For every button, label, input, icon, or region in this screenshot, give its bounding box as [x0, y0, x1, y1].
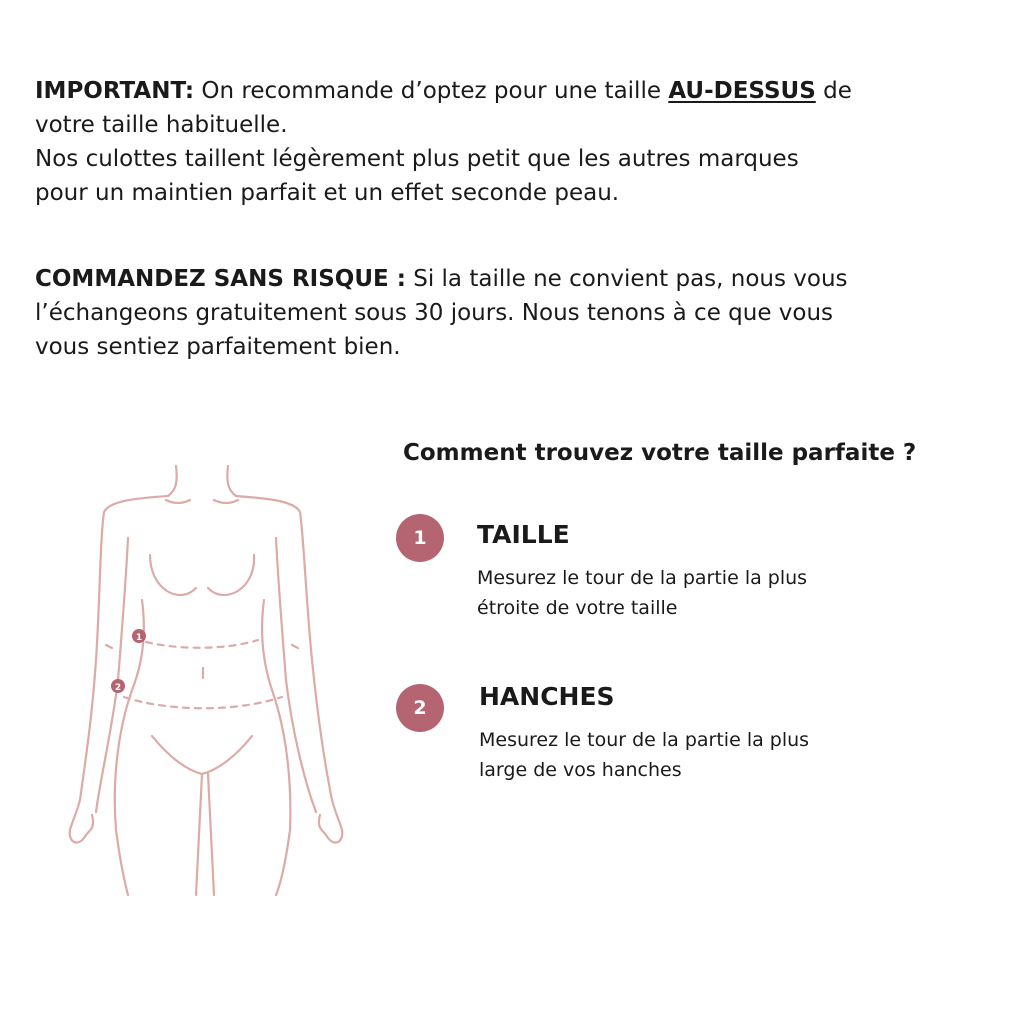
guarantee-line-3: vous sentiez parfaitement bien. [35, 334, 401, 360]
step-2-desc-line-1: Mesurez le tour de la partie la plus [479, 729, 810, 751]
important-line-1 [35, 74, 995, 108]
body-measurement-figure [60, 455, 360, 905]
body-outline [70, 466, 343, 895]
step-1-badge: 1 [396, 514, 444, 562]
important-line-3: Nos culottes taillent légèrement plus petit que les autres marques [35, 146, 799, 172]
guarantee-line-1 [35, 262, 995, 296]
step-2-desc-line-2: large de vos hanches [479, 759, 682, 781]
au-dessus-emphasis: AU-DESSUS [668, 78, 816, 104]
guarantee-notice [35, 262, 995, 364]
step-1-description [477, 563, 957, 623]
step-1-desc-line-2: étroite de votre taille [477, 597, 678, 619]
step-2-description [479, 725, 959, 785]
step-1-title: TAILLE [477, 520, 570, 549]
important-line-2: votre taille habituelle. [35, 112, 288, 138]
waist-marker-number: 1 [135, 633, 143, 643]
guarantee-text-1: Si la taille ne convient pas, nous vous [405, 266, 848, 292]
guarantee-label: COMMANDEZ SANS RISQUE : [35, 266, 406, 292]
step-1-desc-line-1: Mesurez le tour de la partie la plus [477, 567, 808, 589]
important-text-1-end: de [815, 78, 852, 104]
waist-measure-line [146, 640, 258, 648]
important-notice [35, 74, 995, 210]
hip-marker-number: 2 [114, 683, 122, 693]
step-2-title: HANCHES [479, 682, 615, 711]
step-2-badge: 2 [396, 684, 444, 732]
important-line-4: pour un maintien parfait et un effet seconde peau. [35, 180, 620, 206]
guarantee-line-2: l’échangeons gratuitement sous 30 jours. Nous tenons à ce que vous [35, 300, 834, 326]
hip-measure-line [124, 697, 282, 708]
important-text-1: On recommande d’optez pour une taille [194, 78, 669, 104]
important-label: IMPORTANT: [35, 78, 195, 104]
size-guide-title: Comment trouvez votre taille parfaite ? [403, 440, 917, 466]
